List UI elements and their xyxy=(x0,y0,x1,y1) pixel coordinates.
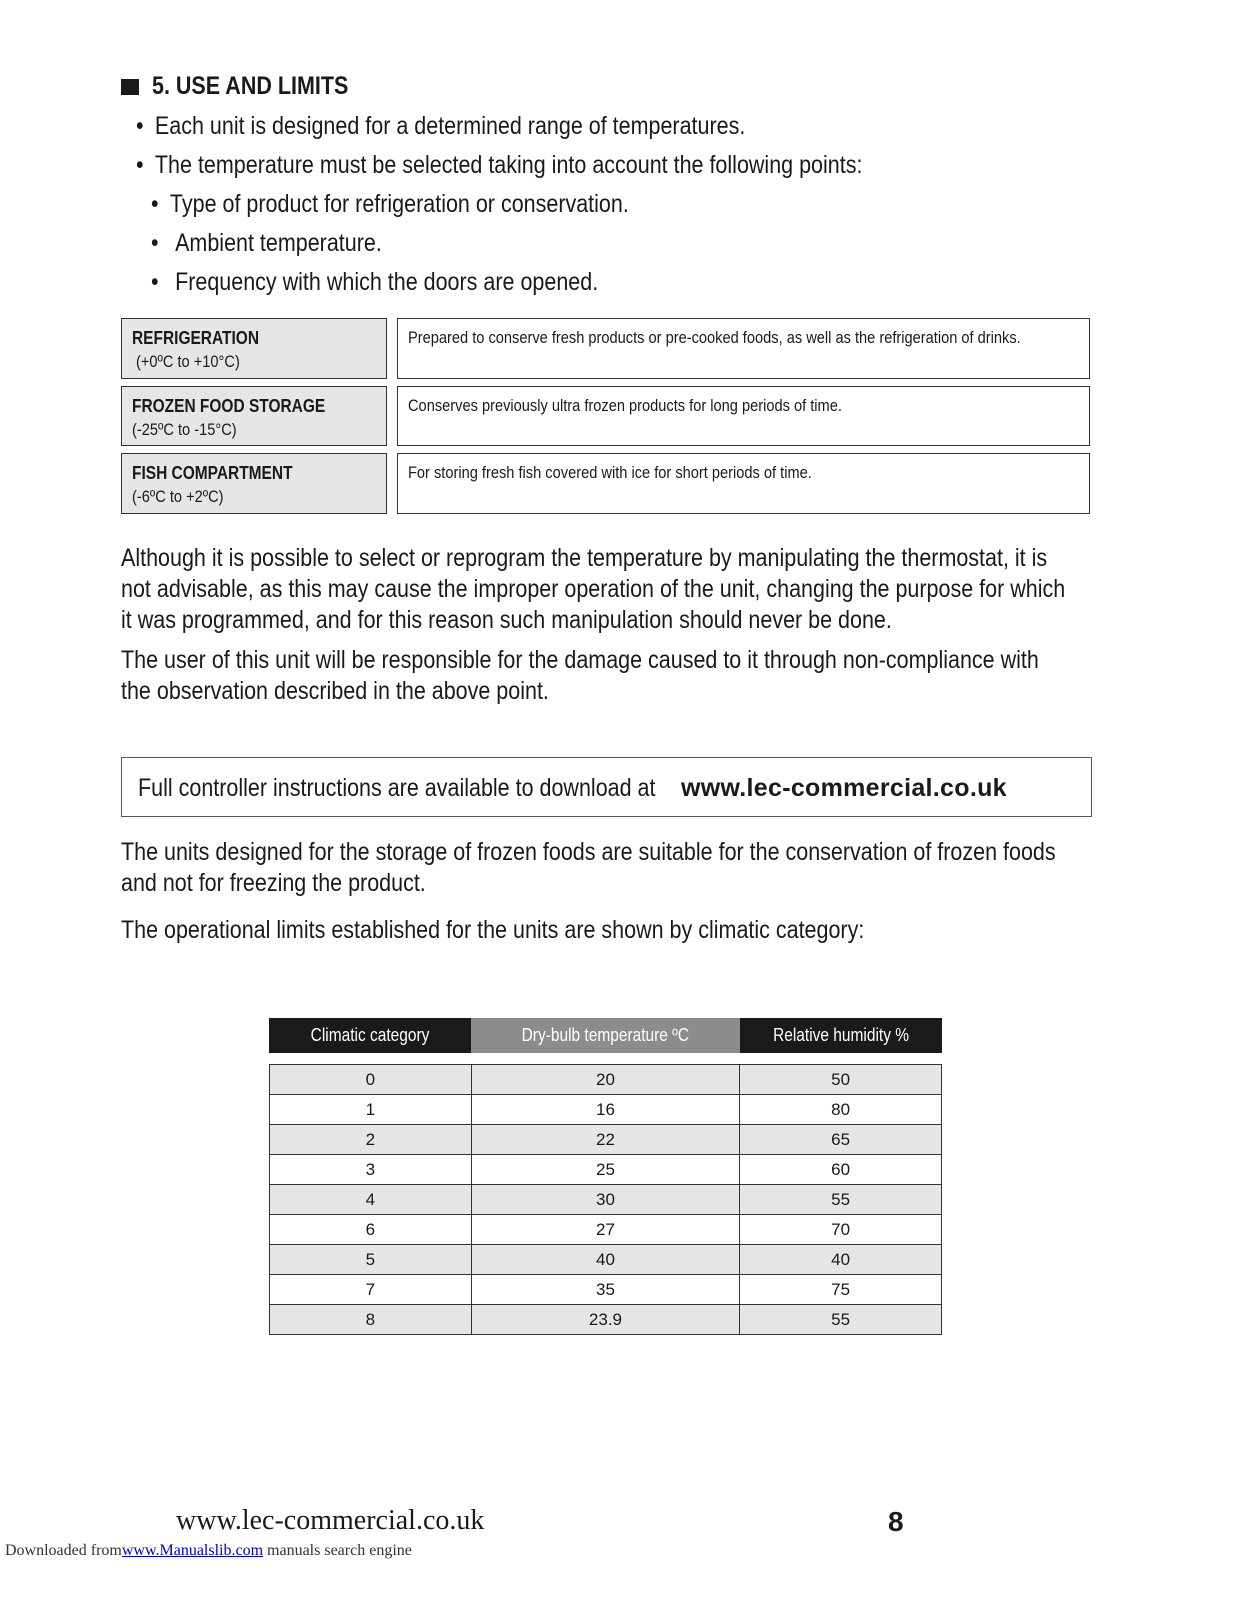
category-label-box xyxy=(121,453,387,514)
table-header-humidity: Relative humidity % xyxy=(740,1018,942,1053)
category-range: (-6ºC to +2ºC) xyxy=(132,487,224,506)
climatic-table xyxy=(269,1064,942,1335)
category-name: REFRIGERATION xyxy=(132,328,259,348)
table-cell: 35 xyxy=(471,1275,740,1305)
section-title: 5. USE AND LIMITS xyxy=(152,72,349,100)
table-row xyxy=(270,1185,942,1215)
bullet-icon: • xyxy=(151,229,159,257)
frozen-paragraph: The units designed for the storage of frozen foods are suitable for the conservation of frozen foods and not for freezing the product. xyxy=(121,838,1056,897)
table-row xyxy=(270,1245,942,1275)
bullet-icon: • xyxy=(151,268,159,296)
category-description: For storing fresh fish covered with ice for short periods of time. xyxy=(408,463,812,482)
footer-url: www.lec-commercial.co.uk xyxy=(176,1505,485,1536)
category-description-box xyxy=(397,386,1090,446)
table-cell: 55 xyxy=(740,1185,942,1215)
sub-bullet-item: • Frequency with which the doors are opened. xyxy=(151,268,599,296)
table-cell: 8 xyxy=(270,1305,472,1335)
downloaded-from-line: Downloaded fromwww.Manualslib.com manuals search engine xyxy=(5,1542,412,1559)
notice-url-link[interactable]: www.lec-commercial.co.uk xyxy=(681,774,1007,802)
table-cell: 25 xyxy=(471,1155,740,1185)
table-cell: 55 xyxy=(740,1305,942,1335)
table-cell: 70 xyxy=(740,1215,942,1245)
category-name: FROZEN FOOD STORAGE xyxy=(132,396,326,416)
category-description-box xyxy=(397,318,1090,379)
table-cell: 50 xyxy=(740,1065,942,1095)
table-cell: 40 xyxy=(740,1245,942,1275)
table-header-climatic-category: Climatic category xyxy=(269,1018,471,1053)
table-cell: 0 xyxy=(270,1065,472,1095)
table-cell: 22 xyxy=(471,1125,740,1155)
manualslib-link[interactable]: www.Manualslib.com xyxy=(121,1542,264,1559)
table-row xyxy=(270,1155,942,1185)
category-description-box xyxy=(397,453,1090,514)
category-description: Conserves previously ultra frozen products for long periods of time. xyxy=(408,396,842,415)
table-header-dry-bulb: Dry-bulb temperature ºC xyxy=(471,1018,740,1053)
table-cell: 65 xyxy=(740,1125,942,1155)
table-cell: 1 xyxy=(270,1095,472,1125)
category-range: (-25ºC to -15°C) xyxy=(132,420,237,439)
limits-paragraph: The operational limits established for the units are shown by climatic category: xyxy=(121,916,865,944)
responsibility-paragraph: The user of this unit will be responsible for the damage caused to it through non-compliance with the observation described in the above point. xyxy=(121,646,1039,705)
table-cell: 60 xyxy=(740,1155,942,1185)
table-cell: 27 xyxy=(471,1215,740,1245)
bullet-icon: • xyxy=(136,151,144,179)
page-number: 8 xyxy=(888,1506,904,1537)
table-cell: 4 xyxy=(270,1185,472,1215)
table-row xyxy=(270,1215,942,1245)
table-cell: 7 xyxy=(270,1275,472,1305)
category-description: Prepared to conserve fresh products or pre-cooked foods, as well as the refrigeration of drinks. xyxy=(408,328,1021,347)
bullet-item: • Each unit is designed for a determined range of temperatures. xyxy=(136,112,746,140)
notice-text: Full controller instructions are available to download at xyxy=(138,774,656,802)
bullet-icon: • xyxy=(151,190,159,218)
table-cell: 6 xyxy=(270,1215,472,1245)
table-row xyxy=(270,1125,942,1155)
table-row xyxy=(270,1065,942,1095)
sub-bullet-item: • Type of product for refrigeration or conservation. xyxy=(151,190,629,218)
thermostat-paragraph: Although it is possible to select or reprogram the temperature by manipulating the thermostat, it is not advisable, as this may cause the improper operation of the unit, changing the purpose for which it was programmed, and for this reason such manipulation should never be done. xyxy=(121,544,1066,634)
category-name: FISH COMPARTMENT xyxy=(132,463,293,483)
table-cell: 20 xyxy=(471,1065,740,1095)
category-label-box xyxy=(121,318,387,379)
table-cell: 75 xyxy=(740,1275,942,1305)
table-cell: 5 xyxy=(270,1245,472,1275)
table-cell: 80 xyxy=(740,1095,942,1125)
table-row xyxy=(270,1305,942,1335)
table-cell: 23.9 xyxy=(471,1305,740,1335)
bullet-icon: • xyxy=(136,112,144,140)
download-notice xyxy=(121,757,1092,817)
category-range: (+0ºC to +10°C) xyxy=(136,352,240,371)
bullet-item: • The temperature must be selected taking into account the following points: xyxy=(136,151,863,179)
category-label-box xyxy=(121,386,387,446)
section-marker-icon xyxy=(121,79,139,95)
table-cell: 16 xyxy=(471,1095,740,1125)
table-row xyxy=(270,1095,942,1125)
table-row xyxy=(270,1275,942,1305)
table-cell: 2 xyxy=(270,1125,472,1155)
sub-bullet-item: • Ambient temperature. xyxy=(151,229,382,257)
table-cell: 40 xyxy=(471,1245,740,1275)
table-cell: 30 xyxy=(471,1185,740,1215)
table-cell: 3 xyxy=(270,1155,472,1185)
